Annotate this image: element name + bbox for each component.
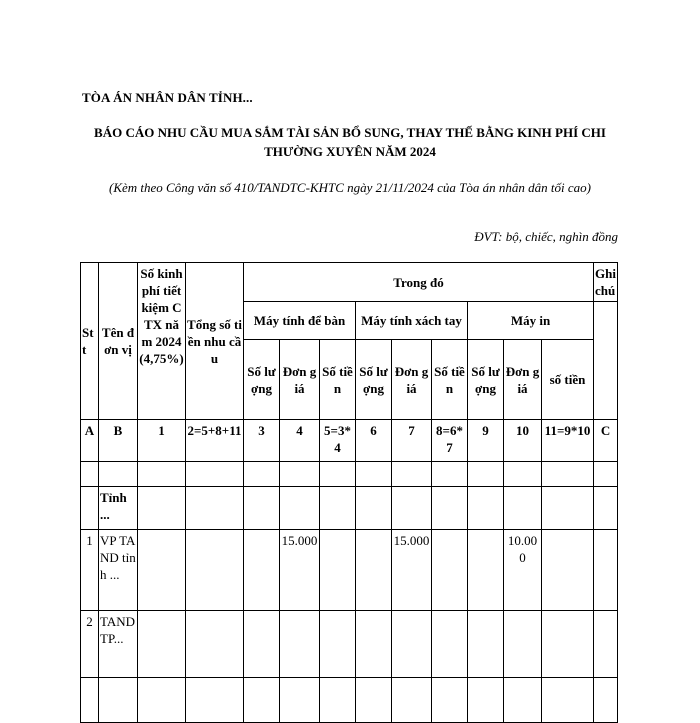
index-cell: 3	[244, 420, 280, 462]
header-note: Ghi chú	[594, 263, 618, 302]
header-savings: Số kinh phí tiết kiệm CTX năm 2024 (4,75%)	[138, 263, 186, 420]
report-table	[80, 262, 618, 723]
index-cell: B	[99, 420, 138, 462]
row-desktop-price	[280, 611, 320, 678]
table-row	[81, 530, 618, 611]
index-row	[81, 420, 618, 462]
index-cell: A	[81, 420, 99, 462]
header-laptop-amount: Số tiền	[432, 340, 468, 420]
attachment-note: (Kèm theo Công văn số 410/TANDTC-KHTC ngày 21/11/2024 của Tòa án nhân dân tối cao)	[109, 180, 591, 195]
header-desktop: Máy tính để bàn	[244, 302, 356, 340]
header-note-blank	[594, 302, 618, 420]
header-laptop-price: Đơn giá	[392, 340, 432, 420]
row-stt: 2	[81, 611, 99, 678]
header-of-which: Trong đó	[244, 263, 594, 302]
row-unit-name: VP TAND tỉnh ...	[99, 530, 138, 611]
header-laptop: Máy tính xách tay	[356, 302, 468, 340]
row-printer-price	[504, 611, 542, 678]
index-cell: 2=5+8+11	[186, 420, 244, 462]
header-desktop-amount: Số tiền	[320, 340, 356, 420]
row-laptop-price	[392, 611, 432, 678]
court-name: TÒA ÁN NHÂN DÂN TỈNH...	[82, 90, 253, 105]
index-cell: 1	[138, 420, 186, 462]
index-cell: 5=3*4	[320, 420, 356, 462]
header-printer-price: Đơn giá	[504, 340, 542, 420]
report-title: BÁO CÁO NHU CẦU MUA SẮM TÀI SẢN BỔ SUNG, THAY THẾ BẰNG KINH PHÍ CHI THƯỜNG XUYÊN NĂM 2024	[94, 125, 606, 159]
table-row-province	[81, 487, 618, 530]
province-label: Tỉnh ...	[99, 487, 138, 530]
row-unit-name: TAND TP...	[99, 611, 138, 678]
index-cell: 10	[504, 420, 542, 462]
header-desktop-qty: Số lượng	[244, 340, 280, 420]
table-row	[81, 611, 618, 678]
table-row-empty	[81, 462, 618, 487]
row-desktop-price: 15.000	[280, 530, 320, 611]
row-laptop-price: 15.000	[392, 530, 432, 611]
row-stt: 1	[81, 530, 99, 611]
header-laptop-qty: Số lượng	[356, 340, 392, 420]
index-cell: 7	[392, 420, 432, 462]
index-cell: 8=6*7	[432, 420, 468, 462]
header-unit-name: Tên đơn vị	[99, 263, 138, 420]
index-cell: C	[594, 420, 618, 462]
header-printer: Máy in	[468, 302, 594, 340]
header-total-need: Tổng số tiền nhu cầu	[186, 263, 244, 420]
row-printer-price: 10.000	[504, 530, 542, 611]
unit-note: ĐVT: bộ, chiếc, nghìn đồng	[474, 229, 618, 244]
table-row-empty	[81, 678, 618, 723]
header-desktop-price: Đơn giá	[280, 340, 320, 420]
index-cell: 4	[280, 420, 320, 462]
index-cell: 6	[356, 420, 392, 462]
index-cell: 11=9*10	[542, 420, 594, 462]
index-cell: 9	[468, 420, 504, 462]
header-printer-qty: Số lượng	[468, 340, 504, 420]
header-printer-amount: số tiền	[542, 340, 594, 420]
header-stt: Stt	[81, 263, 99, 420]
